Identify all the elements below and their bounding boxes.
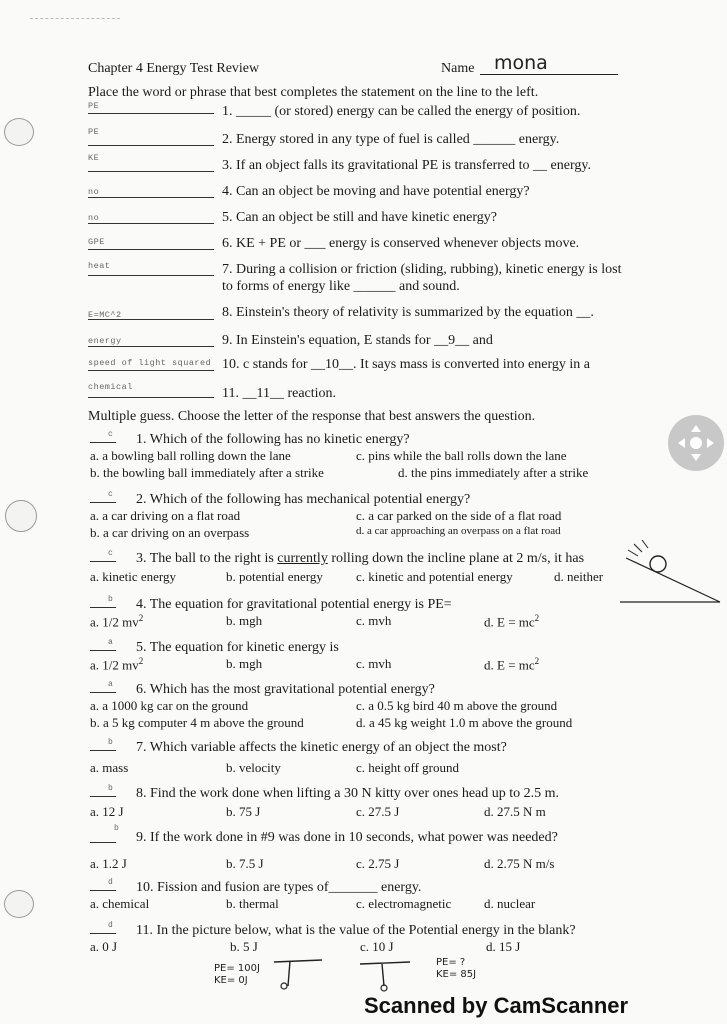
page-title: Chapter 4 Energy Test Review <box>88 61 260 76</box>
drawing-left-labels <box>214 963 260 987</box>
binder-hole-middle <box>5 500 37 532</box>
fill-question: 4. Can an object be moving and have potential energy? <box>222 184 530 199</box>
dpad-icon <box>676 423 716 463</box>
option-a <box>90 613 143 630</box>
option-a: a. 12 J <box>90 804 124 819</box>
answer-line <box>90 607 116 608</box>
fill-question: 1. _____ (or stored) energy can be called the energy of position. <box>222 104 581 119</box>
question-emphasis: currently <box>277 551 328 566</box>
answer-line <box>88 346 214 347</box>
fill-question: 9. In Einstein's equation, E stands for __9__ and <box>222 333 493 348</box>
option-b: b. thermal <box>226 896 279 911</box>
option-a: a. a 1000 kg car on the ground <box>90 698 249 713</box>
name-label: Name <box>441 61 475 76</box>
fill-question: 10. c stands for __10__. It says mass is converted into energy in a <box>222 357 590 372</box>
fill-item <box>88 330 628 356</box>
fill-answer: speed of light squared <box>88 358 212 368</box>
mc-question-text: 4. The equation for gravitational potential energy is PE= <box>136 597 452 612</box>
option-c: c. height off ground <box>356 760 460 775</box>
fill-item <box>88 207 628 233</box>
mc-answer: c <box>108 490 113 499</box>
option-b: b. a car driving on an overpass <box>90 525 250 540</box>
option-text: d. E = mc <box>484 614 535 630</box>
answer-line <box>88 197 214 198</box>
question-part: 3. The ball to the right is <box>136 551 278 566</box>
fill-question: 2. Energy stored in any type of fuel is called ______ energy. <box>222 132 560 147</box>
answer-line <box>90 442 116 443</box>
option-c: c. mvh <box>356 613 392 628</box>
option-d: d. neither <box>554 569 604 584</box>
answer-line <box>88 249 214 250</box>
answer-line <box>90 502 116 503</box>
instructions: Place the word or phrase that best completes the statement on the line to the left. <box>88 85 539 100</box>
scanner-watermark: Scanned by CamScanner <box>364 993 629 1018</box>
option-d <box>484 613 539 630</box>
option-b: b. mgh <box>226 613 263 628</box>
mc-question-text: 2. Which of the following has mechanical potential energy? <box>136 492 471 507</box>
mc-question <box>88 878 628 913</box>
option-c: c. 10 J <box>360 939 394 954</box>
incline-line <box>626 558 720 602</box>
fill-item <box>88 302 628 328</box>
mc-answer: d <box>108 878 113 887</box>
option-a <box>90 656 143 673</box>
option-d <box>484 656 539 673</box>
answer-line <box>88 275 214 276</box>
fill-answer: no <box>88 213 100 223</box>
left-ke-label: KE= 0J <box>214 975 248 986</box>
option-d: d. 27.5 N m <box>484 804 546 819</box>
right-pe-label: PE= ? <box>436 957 466 968</box>
answer-line <box>90 890 116 891</box>
answer-line <box>90 933 116 934</box>
option-d: d. nuclear <box>484 896 536 911</box>
mc-answer: b <box>108 595 113 604</box>
fill-question: 7. During a collision or friction (sliding, rubbing), kinetic energy is lost to forms of energy like ______ and sound. <box>222 262 622 294</box>
cliff-drawing-right <box>354 958 414 992</box>
mc-question-text: 6. Which has the most gravitational potential energy? <box>136 682 435 697</box>
fill-item <box>88 101 628 127</box>
mc-question <box>88 784 628 821</box>
mc-instructions: Multiple guess. Choose the letter of the response that best answers the question. <box>88 409 536 424</box>
answer-line <box>88 319 214 320</box>
option-c: c. kinetic and potential energy <box>356 569 513 584</box>
answer-line <box>90 650 116 651</box>
option-d: d. the pins immediately after a strike <box>398 465 589 480</box>
mc-question-text: 10. Fission and fusion are types of_______ energy. <box>136 880 422 895</box>
option-c: c. pins while the ball rolls down the lane <box>356 448 567 463</box>
incline-ball-illustration <box>616 540 724 606</box>
fill-item <box>88 259 628 299</box>
option-b: b. mgh <box>226 656 263 671</box>
fill-question: 3. If an object falls its gravitational PE is transferred to __ energy. <box>222 158 591 173</box>
option-a: a. chemical <box>90 896 150 911</box>
mc-question-text <box>136 551 584 567</box>
fill-item <box>88 354 628 380</box>
mc-answer: a <box>108 680 113 689</box>
mc-question-text: 8. Find the work done when lifting a 30 N kitty over ones head up to 2.5 m. <box>136 786 560 801</box>
option-c: c. a car parked on the side of a flat road <box>356 508 562 523</box>
answer-line <box>90 692 116 693</box>
left-pe-label: PE= 100J <box>214 963 260 974</box>
option-b: b. 75 J <box>226 804 261 819</box>
fill-answer: KE <box>88 153 100 163</box>
fill-item <box>88 380 628 406</box>
mc-question <box>88 824 628 873</box>
option-c: c. a 0.5 kg bird 40 m above the ground <box>356 698 558 713</box>
option-c: c. 2.75 J <box>356 856 400 871</box>
answer-line <box>88 370 214 371</box>
mc-answer: d <box>108 921 113 930</box>
fill-question: 6. KE + PE or ___ energy is conserved whenever objects move. <box>222 236 580 251</box>
mc-question <box>88 490 628 542</box>
mc-question <box>88 638 628 673</box>
option-b: b. 5 J <box>230 939 258 954</box>
mc-answer: b <box>108 784 113 793</box>
option-a: a. mass <box>90 760 129 775</box>
binder-hole-top <box>4 118 34 146</box>
fill-answer: heat <box>88 261 111 271</box>
answer-line <box>88 397 214 398</box>
mc-answer: b <box>108 738 113 747</box>
motion-line <box>642 540 648 548</box>
fill-answer: no <box>88 187 100 197</box>
mc-answer: c <box>108 430 113 439</box>
drawing-right-labels <box>436 957 476 981</box>
option-a: a. a car driving on a flat road <box>90 508 241 523</box>
fill-answer: chemical <box>88 382 133 392</box>
fill-item <box>88 127 628 153</box>
exponent: 2 <box>138 613 144 623</box>
mc-answer: a <box>108 638 113 647</box>
mc-question <box>88 921 628 956</box>
mc-question-text: 7. Which variable affects the kinetic energy of an object the most? <box>136 740 507 755</box>
fill-item <box>88 233 628 259</box>
answer-line <box>88 145 214 146</box>
option-b: b. 7.5 J <box>226 856 264 871</box>
mc-question <box>88 595 628 630</box>
fill-item <box>88 153 628 179</box>
fill-question: 8. Einstein's theory of relativity is summarized by the equation __. <box>222 305 594 320</box>
option-a: a. 0 J <box>90 939 118 954</box>
option-text: a. 1/2 mv <box>90 657 139 673</box>
motion-line <box>628 550 638 556</box>
fill-answer: E=MC^2 <box>88 310 122 320</box>
option-d: d. a car approaching an overpass on a flat road <box>356 525 561 537</box>
answer-line <box>88 113 214 114</box>
exponent: 2 <box>534 613 540 623</box>
option-text: d. E = mc <box>484 657 535 673</box>
option-a: a. kinetic energy <box>90 569 177 584</box>
option-c: c. electromagnetic <box>356 896 452 911</box>
exponent: 2 <box>534 656 540 666</box>
fill-answer: energy <box>88 336 122 346</box>
question-part: rolling down the incline plane at 2 m/s, it has <box>327 551 585 566</box>
answer-line <box>90 750 116 751</box>
binder-hole-bottom <box>4 890 34 918</box>
option-c: c. mvh <box>356 656 392 671</box>
fill-item <box>88 181 628 207</box>
fill-question: 5. Can an object be still and have kinetic energy? <box>222 210 497 225</box>
cliff-drawing-left <box>268 958 328 992</box>
fill-answer: PE <box>88 127 100 137</box>
mc-answer: c <box>108 549 113 558</box>
answer-line <box>88 171 214 172</box>
mc-question <box>88 430 628 482</box>
fill-answer: GPE <box>88 237 105 247</box>
mc-question <box>88 738 628 777</box>
mc-answer: b <box>114 824 119 833</box>
option-b: b. a 5 kg computer 4 m above the ground <box>90 715 304 730</box>
top-divider <box>30 18 120 19</box>
option-c: c. 27.5 J <box>356 804 400 819</box>
navigation-dpad-button[interactable] <box>668 415 724 471</box>
option-text: a. 1/2 mv <box>90 614 139 630</box>
option-d: d. 2.75 N m/s <box>484 856 555 871</box>
fill-question: 11. __11__ reaction. <box>222 386 337 401</box>
mc-question-text: 9. If the work done in #9 was done in 10 seconds, what power was needed? <box>136 830 558 845</box>
mc-question <box>88 549 628 586</box>
option-b: b. the bowling ball immediately after a strike <box>90 465 324 480</box>
answer-line <box>90 842 116 843</box>
answer-line <box>90 796 116 797</box>
exponent: 2 <box>138 656 144 666</box>
mc-question <box>88 680 628 732</box>
option-a: a. 1.2 J <box>90 856 127 871</box>
right-ke-label: KE= 85J <box>436 969 477 980</box>
name-value: mona <box>480 52 618 75</box>
mc-question-text: 1. Which of the following has no kinetic energy? <box>136 432 410 447</box>
option-d: d. 15 J <box>486 939 521 954</box>
option-a: a. a bowling ball rolling down the lane <box>90 448 291 463</box>
option-d: d. a 45 kg weight 1.0 m above the ground <box>356 715 573 730</box>
mc-question-text: 5. The equation for kinetic energy is <box>136 640 339 655</box>
mc-question-text: 11. In the picture below, what is the value of the Potential energy in the blank? <box>136 923 576 938</box>
ball <box>650 556 666 572</box>
answer-line <box>90 561 116 562</box>
answer-line <box>88 223 214 224</box>
motion-line <box>634 544 642 552</box>
fill-answer: PE <box>88 101 100 111</box>
option-b: b. velocity <box>226 760 281 775</box>
option-b: b. potential energy <box>226 569 323 584</box>
